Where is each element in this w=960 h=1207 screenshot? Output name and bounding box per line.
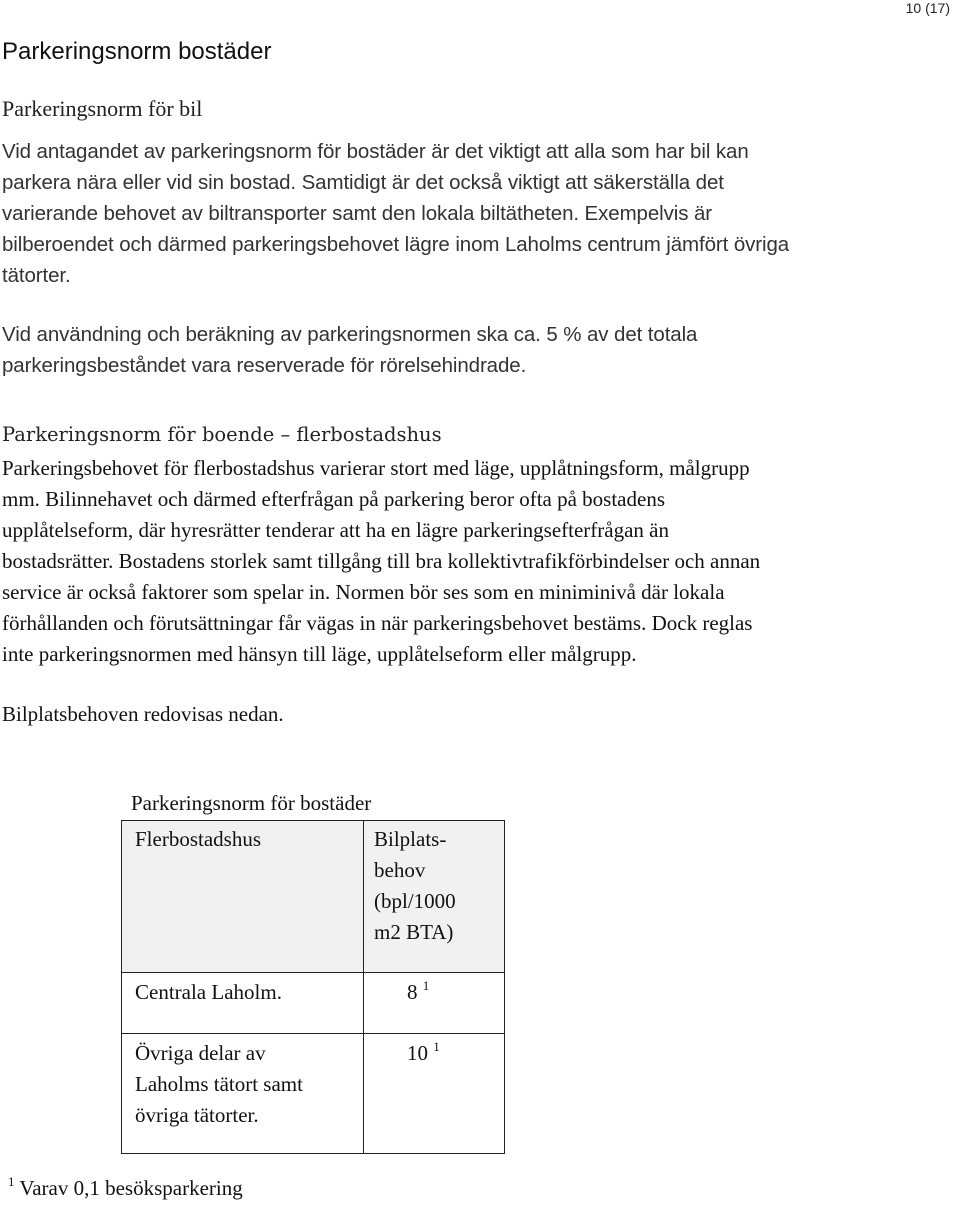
header-building-type: Flerbostadshus xyxy=(122,821,364,973)
text-line: mm. Bilinnehavet och därmed efterfrågan på parkering beror ofta på bostadens xyxy=(2,487,665,511)
table-row xyxy=(122,973,505,1034)
footnote xyxy=(8,1176,243,1201)
footnote-ref: 1 xyxy=(433,1039,440,1054)
text-line: bostadsrätter. Bostadens storlek samt tillgång till bra kollektivtrafikförbindelser och annan xyxy=(2,549,761,573)
page-number: 10 (17) xyxy=(905,0,950,16)
table-row xyxy=(122,1034,505,1154)
value-cell xyxy=(364,1034,505,1154)
area-line: Laholms tätort samt xyxy=(135,1072,303,1096)
value-text: 8 xyxy=(407,980,418,1004)
header-line: (bpl/1000 xyxy=(374,889,456,913)
text-line: tätorter. xyxy=(2,264,71,287)
value-text: 10 xyxy=(407,1041,428,1065)
text-line: varierande behovet av biltransporter samt den lokala biltätheten. Exempelvis är xyxy=(2,202,712,225)
value-cell xyxy=(364,973,505,1034)
area-line: Centrala Laholm. xyxy=(135,980,282,1004)
header-parking-need xyxy=(364,821,505,973)
text-line: Vid användning och beräkning av parkeringsnormen ska ca. 5 % av det totala xyxy=(2,323,698,346)
text-line: service är också faktorer som spelar in. Normen bör ses som en miniminivå där lokala xyxy=(2,580,725,604)
table-header-row xyxy=(122,821,505,973)
area-line: Övriga delar av xyxy=(135,1041,266,1065)
text-line: upplåtelseform, där hyresrätter tenderar att ha en lägre parkeringsefterfrågan än xyxy=(2,518,669,542)
area-cell xyxy=(122,1034,364,1154)
footnote-marker: 1 xyxy=(8,1174,15,1189)
paragraph-housing xyxy=(2,453,952,670)
paragraph-car-intro xyxy=(2,136,952,291)
area-line: övriga tätorter. xyxy=(135,1103,259,1127)
footnote-text: Varav 0,1 besöksparkering xyxy=(19,1176,243,1200)
section-heading-housing: Parkeringsnorm för boende – flerbostadshus xyxy=(2,423,442,446)
parking-norm-table xyxy=(121,820,505,1154)
text-line: Vid antagandet av parkeringsnorm för bostäder är det viktigt att alla som har bil kan xyxy=(2,140,749,163)
header-line: m2 BTA) xyxy=(374,920,454,944)
header-line: behov xyxy=(374,858,426,882)
header-line: Bilplats- xyxy=(374,827,447,851)
text-line: parkeringsbeståndet vara reserverade för rörelsehindrade. xyxy=(2,354,527,377)
area-cell xyxy=(122,973,364,1034)
text-line: Parkeringsbehovet för flerbostadshus varierar stort med läge, upplåtningsform, målgrupp xyxy=(2,456,750,480)
paragraph-car-accessibility xyxy=(2,319,952,381)
page-title: Parkeringsnorm bostäder xyxy=(2,38,272,65)
footnote-ref: 1 xyxy=(422,978,430,993)
text-line: förhållanden och förutsättningar får vägas in när parkeringsbehovet bestäms. Dock reglas xyxy=(2,611,753,635)
text-line: bilberoendet och därmed parkeringsbehovet lägre inom Laholms centrum jämfört övriga xyxy=(2,233,790,256)
text-line: parkera nära eller vid sin bostad. Samtidigt är det också viktigt att säkerställa det xyxy=(2,171,724,194)
section-heading-car: Parkeringsnorm för bil xyxy=(2,96,203,121)
summary-text: Bilplatsbehoven redovisas nedan. xyxy=(2,702,284,726)
table-caption: Parkeringsnorm för bostäder xyxy=(131,791,372,815)
text-line: inte parkeringsnormen med hänsyn till läge, upplåtelseform eller målgrupp. xyxy=(2,642,637,666)
